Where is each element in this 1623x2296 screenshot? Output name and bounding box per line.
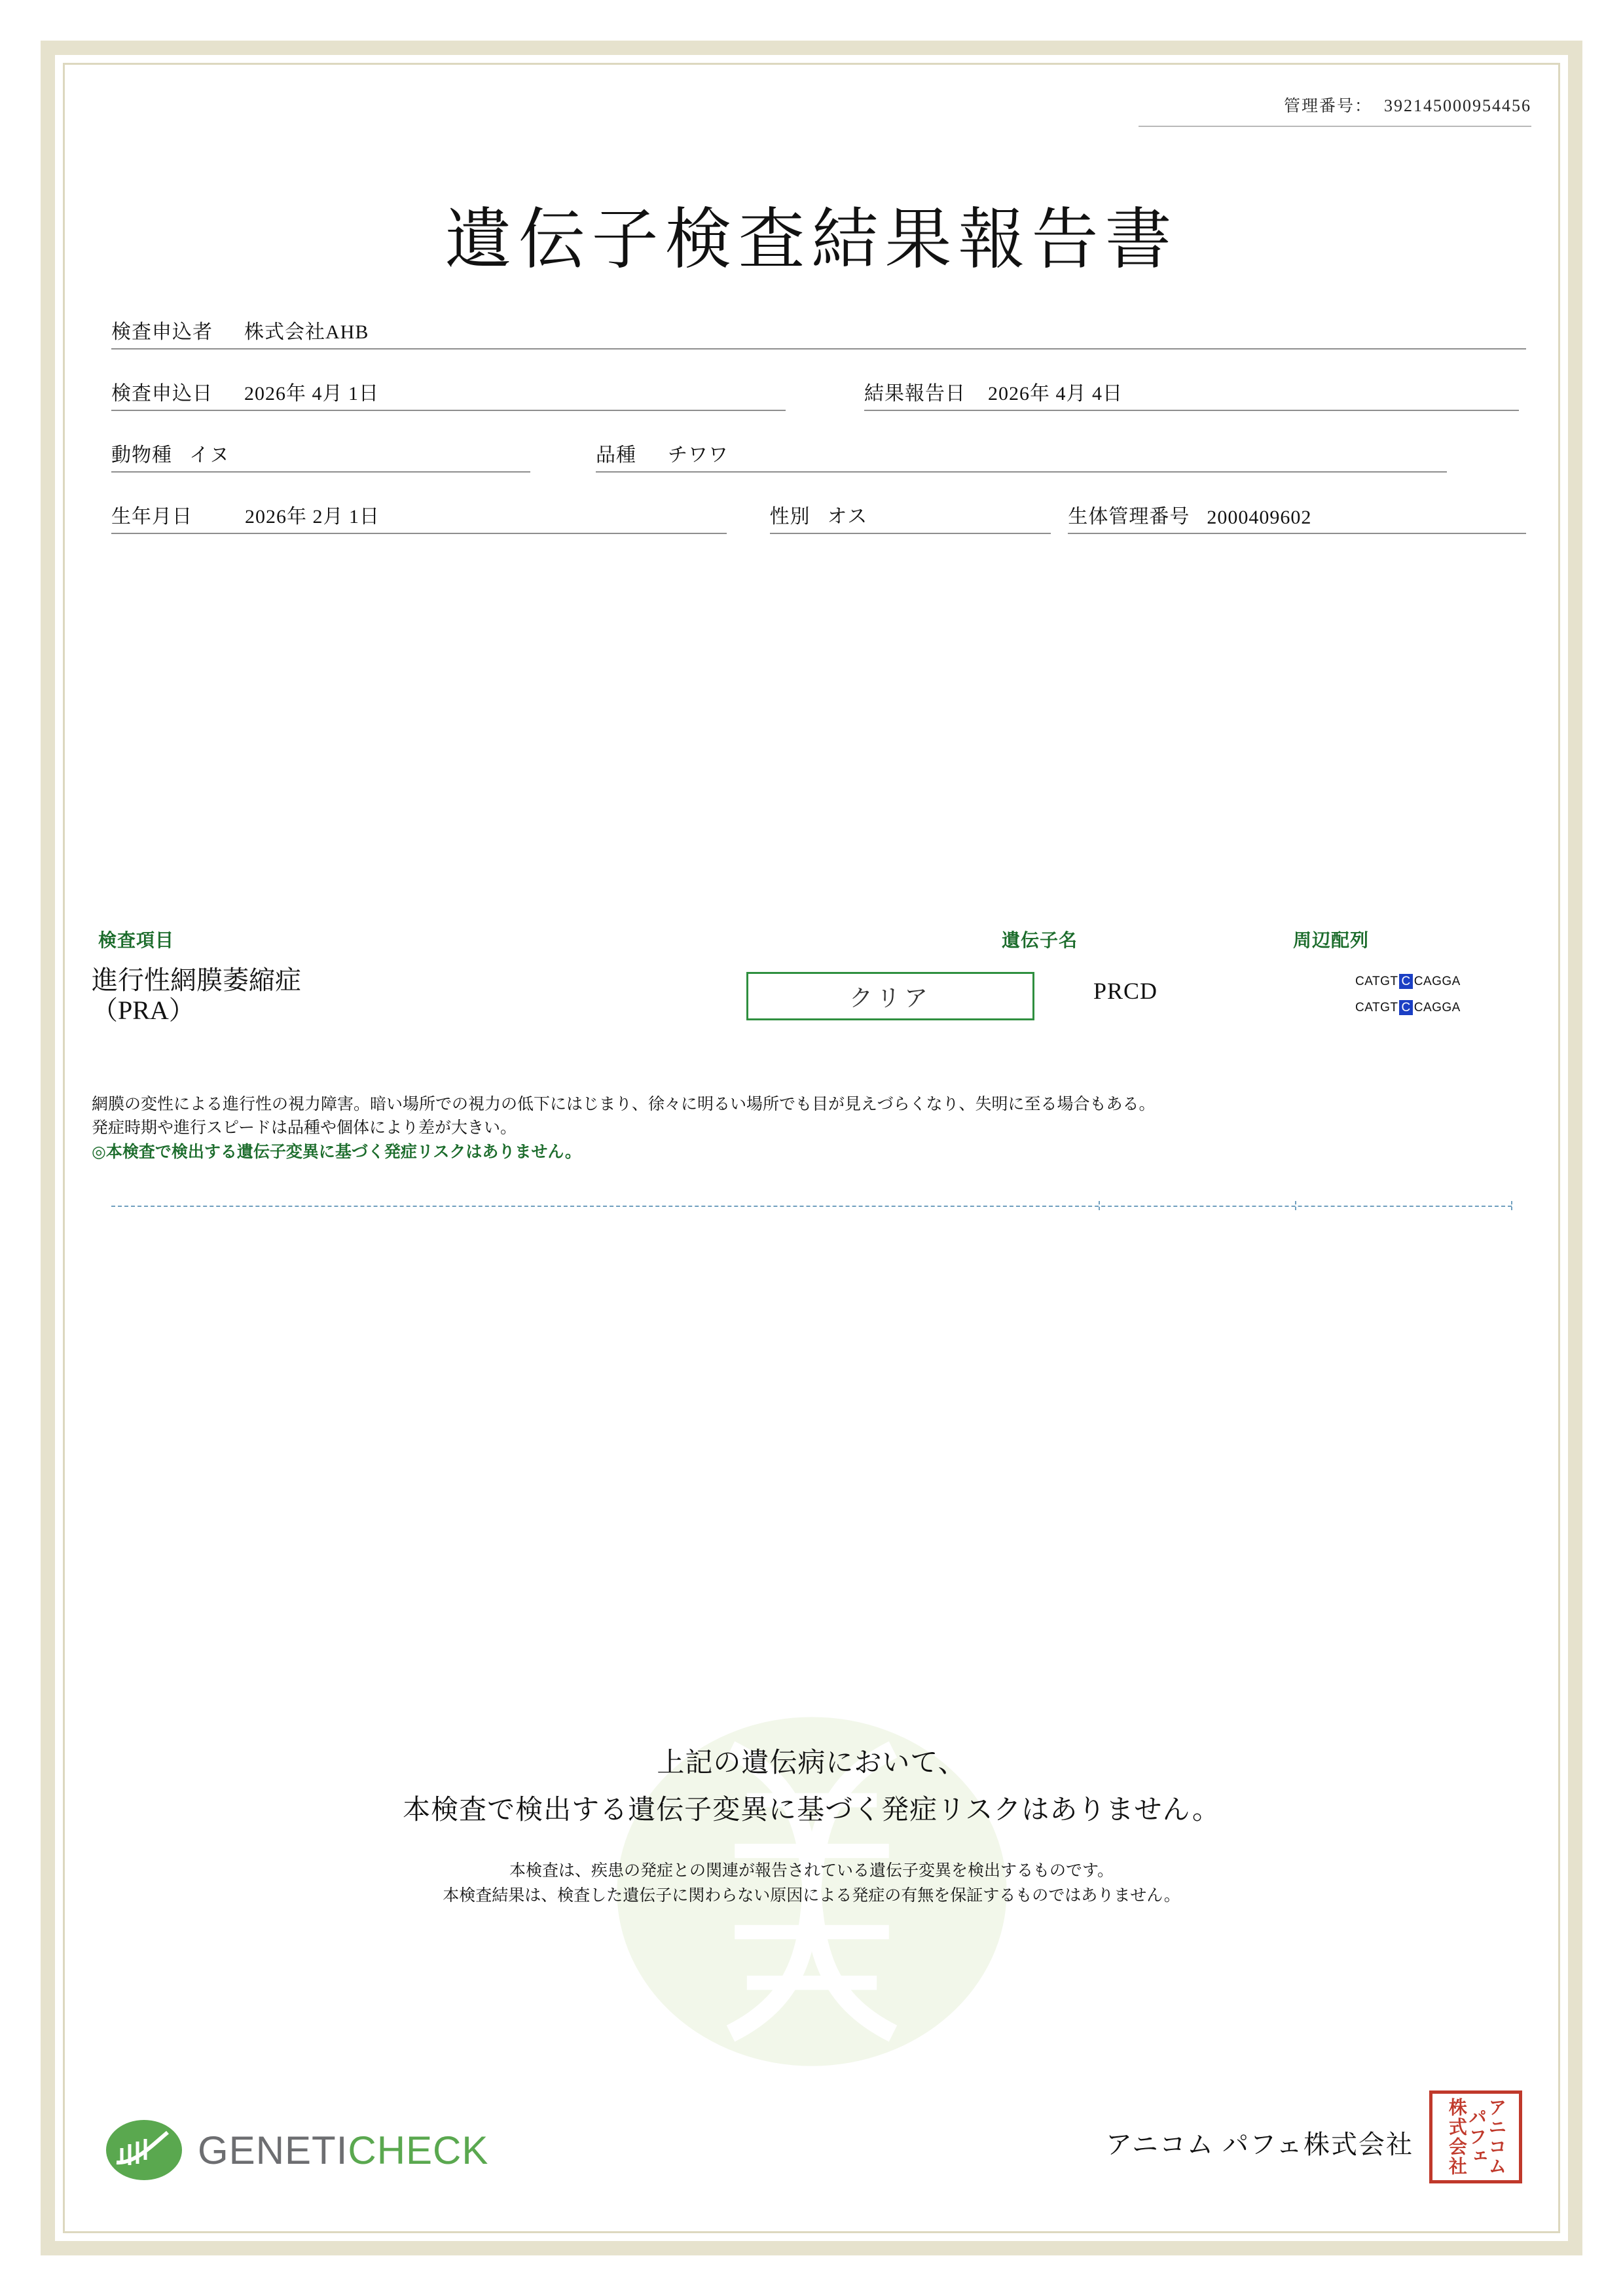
field-report-date-label: 結果報告日 xyxy=(864,383,966,404)
summary-block xyxy=(85,1741,1538,1908)
field-report-date-value: 2026年 4月 4日 xyxy=(988,383,1123,404)
field-species-value: イヌ xyxy=(189,444,230,466)
control-number xyxy=(1139,93,1531,127)
company-name: アニコム パフェ株式会社 xyxy=(1106,2130,1413,2159)
status-badge xyxy=(746,972,1034,1020)
summary-line-1: 上記の遺伝病において、 xyxy=(657,1747,966,1778)
field-animal-id xyxy=(1068,499,1526,534)
summary-note xyxy=(85,1859,1538,1908)
field-birthdate-value: 2026年 2月 1日 xyxy=(245,506,380,528)
seal-column-1: アニコム xyxy=(1486,2098,1506,2176)
column-header-item: 検査項目 xyxy=(98,930,175,950)
description-line-2: 発症時期や進行スピードは品種や個体により差が大きい。 xyxy=(92,1118,517,1137)
document-content xyxy=(85,85,1538,2211)
seal-column-3: 株式会社 xyxy=(1446,2098,1467,2176)
logo-text-green: CHECK xyxy=(348,2128,489,2172)
result-table xyxy=(85,926,1538,1064)
field-applicant-label: 検査申込者 xyxy=(111,321,213,343)
sequence-line-1 xyxy=(1355,975,1461,989)
seal-column-2: パフェ xyxy=(1466,2108,1487,2166)
control-number-label: 管理番号： xyxy=(1283,98,1372,115)
field-report-date xyxy=(864,376,1519,411)
field-apply-date-value: 2026年 4月 1日 xyxy=(244,383,379,404)
column-header-sequence: 周辺配列 xyxy=(1293,930,1370,950)
result-table-header xyxy=(85,926,1538,955)
field-birthdate xyxy=(111,499,727,534)
table-row xyxy=(85,965,1538,1064)
status-badge-label: クリア xyxy=(848,984,932,1011)
logo-wordmark xyxy=(198,2128,488,2173)
field-breed xyxy=(596,437,1447,473)
sequence-block xyxy=(1355,975,1461,1027)
control-number-value: 392145000954456 xyxy=(1384,96,1531,115)
page-title: 遺伝子検査結果報告書 xyxy=(445,204,1178,278)
field-species-label: 動物種 xyxy=(111,444,172,466)
summary-note-1: 本検査は、疾患の発症との関連が報告されている遺伝子変異を検出するものです。 xyxy=(509,1861,1114,1880)
geneticheck-logo xyxy=(105,2115,488,2185)
description-line-1: 網膜の変性による進行性の視力障害。暗い場所での視力の低下にはじまり、徐々に明るい場所でも目が見えづらくなり、失明に至る場合もある。 xyxy=(92,1095,1156,1113)
section-divider xyxy=(111,1206,1512,1207)
company-seal xyxy=(1429,2090,1522,2183)
field-animal-id-label: 生体管理番号 xyxy=(1068,506,1190,528)
field-breed-value: チワワ xyxy=(668,444,729,466)
sequence-1-highlight: C xyxy=(1399,974,1412,989)
risk-note: ◎本検査で検出する遺伝子変異に基づく発症リスクはありません。 xyxy=(92,1143,581,1161)
field-sex-value: オス xyxy=(827,506,868,528)
applicant-info xyxy=(111,314,1526,560)
sequence-1-pre: CATGT xyxy=(1355,975,1398,988)
summary-note-2: 本検査結果は、検査した遺伝子に関わらない原因による発症の有無を保証するものではありません。 xyxy=(443,1886,1180,1905)
field-row-species xyxy=(111,437,1526,473)
field-species xyxy=(111,437,530,473)
divider-tick-1 xyxy=(1099,1201,1100,1210)
field-applicant-value: 株式会社AHB xyxy=(244,321,369,343)
field-row-dates xyxy=(111,376,1526,411)
leaf-logo-icon xyxy=(105,2115,183,2185)
page-footer xyxy=(85,2073,1538,2191)
summary-line-2: 本検査で検出する遺伝子変異に基づく発症リスクはありません。 xyxy=(403,1794,1220,1825)
disease-name-sub: （PRA） xyxy=(92,996,195,1026)
sequence-line-2 xyxy=(1355,1001,1461,1015)
field-birthdate-label: 生年月日 xyxy=(111,506,192,528)
gene-name-value: PRCD xyxy=(1093,978,1158,1004)
disease-name xyxy=(92,965,301,1026)
field-breed-label: 品種 xyxy=(596,444,636,466)
field-sex xyxy=(770,499,1051,534)
sequence-1-post: CAGGA xyxy=(1413,975,1461,988)
disease-name-main: 進行性網膜萎縮症 xyxy=(92,965,301,995)
field-sex-label: 性別 xyxy=(769,506,811,528)
sequence-2-post: CAGGA xyxy=(1413,1001,1461,1014)
disease-description xyxy=(92,1093,1525,1164)
divider-tick-2 xyxy=(1295,1201,1296,1210)
divider-tick-3 xyxy=(1511,1201,1512,1210)
sequence-2-highlight: C xyxy=(1399,1000,1412,1015)
field-animal-id-value: 2000409602 xyxy=(1207,507,1312,528)
field-apply-date-label: 検査申込日 xyxy=(111,383,213,404)
column-header-gene: 遺伝子名 xyxy=(1002,930,1078,950)
field-row-birth xyxy=(111,499,1526,534)
field-row-applicant xyxy=(111,314,1526,350)
field-applicant xyxy=(111,314,1526,350)
sequence-2-pre: CATGT xyxy=(1355,1001,1398,1014)
field-apply-date xyxy=(111,376,786,411)
logo-text-dark: GENETI xyxy=(198,2128,348,2172)
